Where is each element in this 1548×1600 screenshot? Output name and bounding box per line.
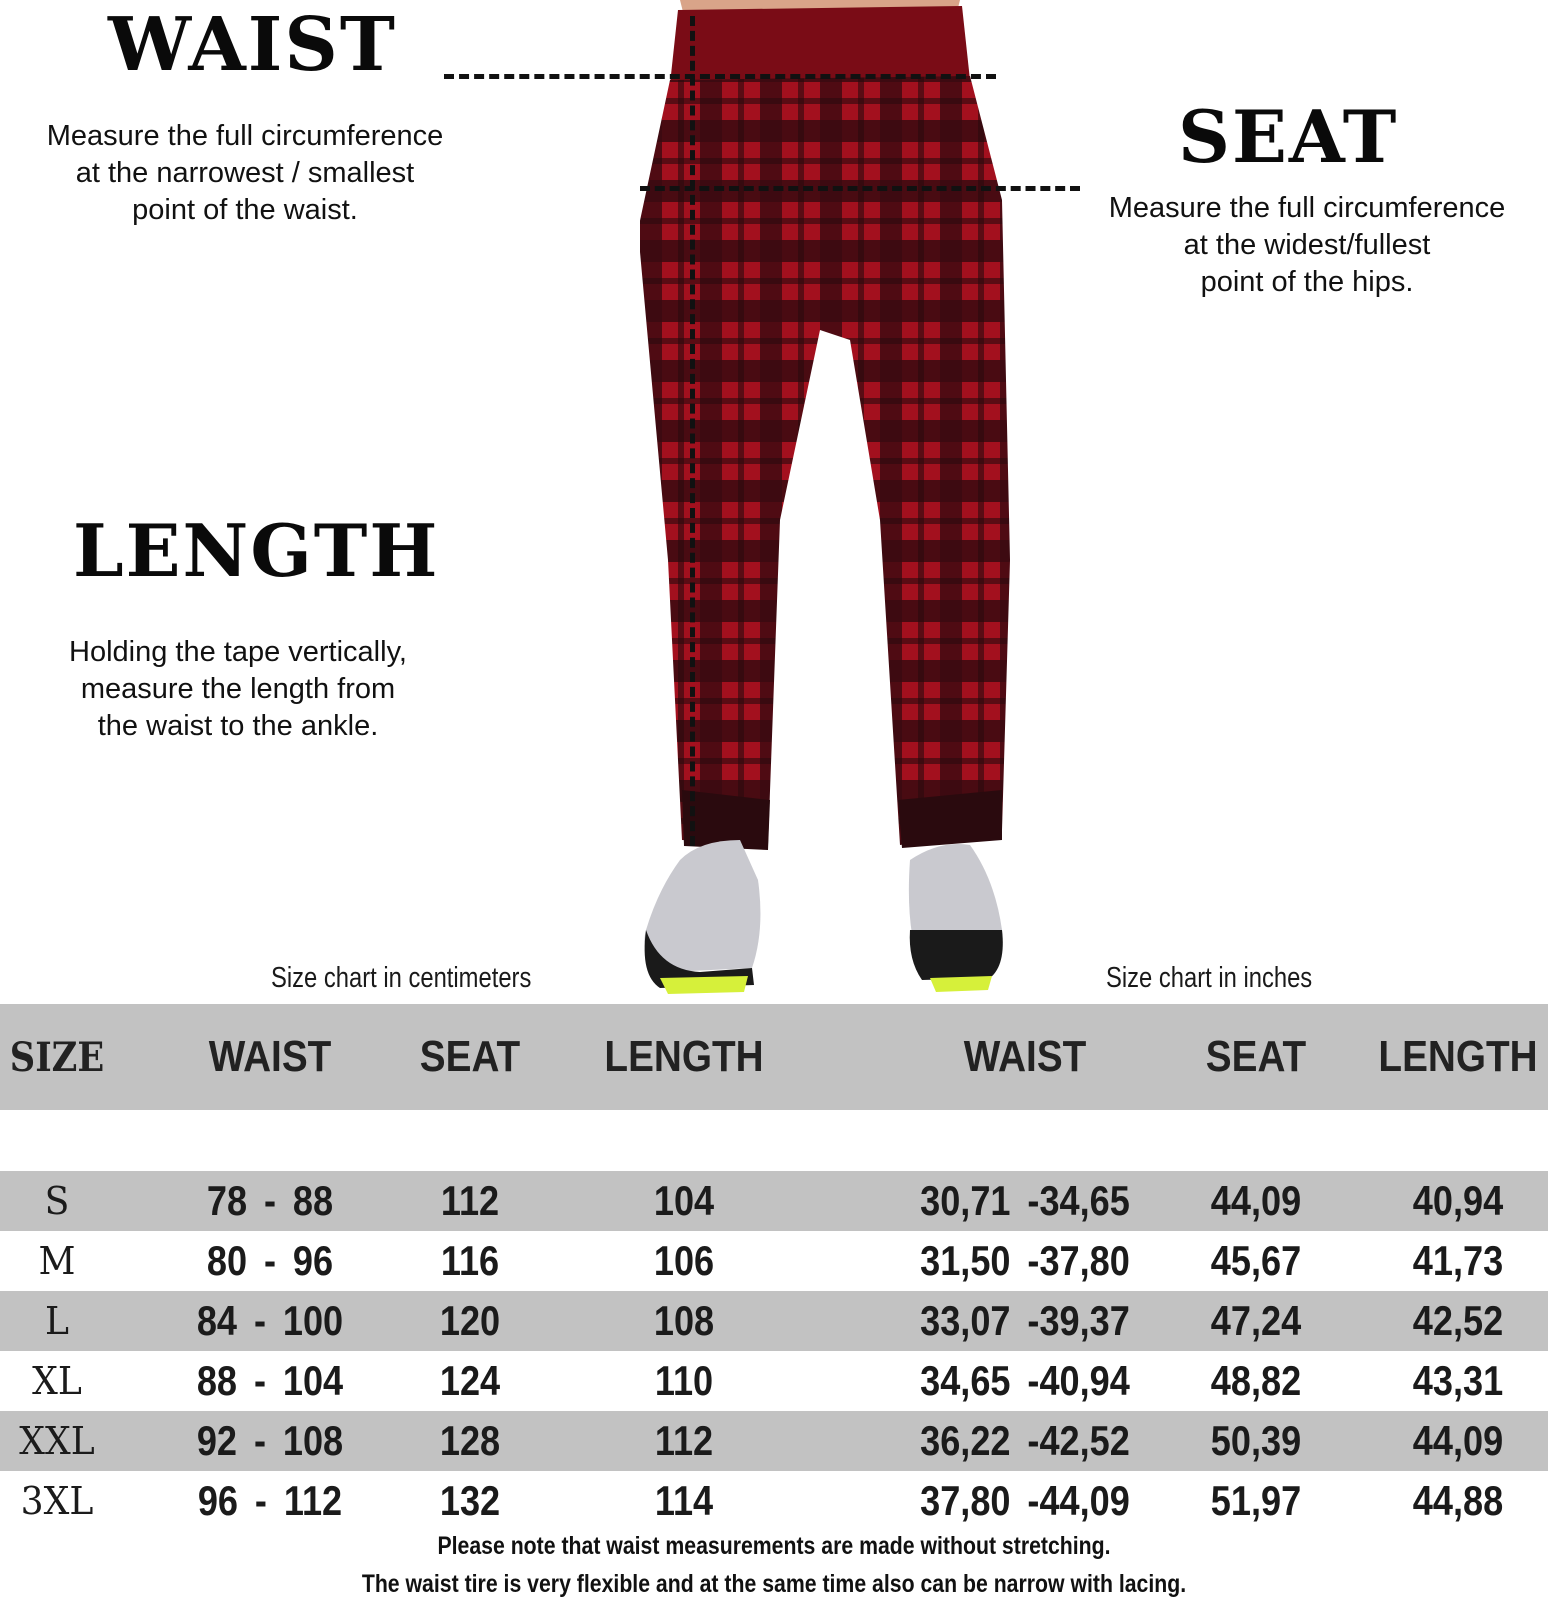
row-in-seat: 50,39 <box>1210 1417 1302 1464</box>
length-measure-line <box>690 16 695 846</box>
row-cm-seat: 128 <box>439 1417 501 1464</box>
row-in-waist: 34,65 -40,94 <box>920 1357 1130 1404</box>
waist-description <box>10 118 480 229</box>
row-cm-seat: 112 <box>440 1177 500 1224</box>
table-row <box>0 1291 1548 1351</box>
seat-heading: SEAT <box>1178 94 1399 179</box>
caption-centimeters: Size chart in centimeters <box>271 962 532 994</box>
table-header-row <box>0 1004 1548 1110</box>
row-size: M <box>38 1239 76 1283</box>
table-row <box>0 1231 1548 1291</box>
row-cm-waist: 84 - 100 <box>196 1297 344 1344</box>
row-cm-length: 106 <box>653 1237 715 1284</box>
table-row <box>0 1351 1548 1411</box>
row-in-seat: 48,82 <box>1210 1357 1302 1404</box>
plaid-pants-image <box>640 0 1040 1000</box>
length-description-line: the waist to the ankle. <box>97 710 379 742</box>
row-cm-length: 112 <box>654 1417 714 1464</box>
row-in-seat: 51,97 <box>1210 1477 1302 1524</box>
table-row <box>0 1171 1548 1231</box>
waist-description-line: point of the waist. <box>132 194 358 226</box>
seat-description-line: Measure the full circumference <box>1108 192 1506 224</box>
header-size: SIZE <box>9 1033 105 1081</box>
row-in-waist: 31,50 -37,80 <box>920 1237 1130 1284</box>
row-in-length: 43,31 <box>1412 1357 1504 1404</box>
row-in-waist: 33,07 -39,37 <box>920 1297 1130 1344</box>
length-description <box>28 634 448 745</box>
row-cm-seat: 116 <box>440 1237 500 1284</box>
row-cm-length: 114 <box>654 1477 714 1524</box>
caption-inches: Size chart in inches <box>1106 962 1313 994</box>
seat-description-line: at the widest/fullest <box>1183 229 1431 261</box>
row-in-length: 40,94 <box>1412 1177 1504 1224</box>
row-cm-waist: 92 - 108 <box>196 1417 344 1464</box>
row-size: XL <box>32 1359 82 1403</box>
waist-heading: WAIST <box>108 2 397 88</box>
row-cm-waist: 80 - 96 <box>206 1237 334 1284</box>
row-in-seat: 47,24 <box>1210 1297 1302 1344</box>
note-lacing: The waist tire is very flexible and at the same time also can be narrow with lacing. <box>361 1570 1187 1598</box>
length-description-line: Holding the tape vertically, <box>69 636 407 668</box>
row-cm-length: 108 <box>653 1297 715 1344</box>
row-in-waist: 30,71 -34,65 <box>920 1177 1130 1224</box>
waist-measure-line <box>444 74 996 79</box>
row-in-length: 42,52 <box>1412 1297 1504 1344</box>
header-in-length: LENGTH <box>1378 1032 1538 1081</box>
header-cm-seat: SEAT <box>419 1032 521 1081</box>
row-in-waist: 37,80 -44,09 <box>920 1477 1130 1524</box>
header-in-seat: SEAT <box>1205 1032 1307 1081</box>
row-cm-seat: 132 <box>439 1477 501 1524</box>
row-in-waist: 36,22 -42,52 <box>920 1417 1130 1464</box>
row-size: 3XL <box>20 1479 94 1523</box>
row-in-length: 44,09 <box>1412 1417 1504 1464</box>
note-stretching: Please note that waist measurements are made without stretching. <box>437 1532 1111 1560</box>
row-in-seat: 44,09 <box>1210 1177 1302 1224</box>
header-in-waist: WAIST <box>963 1032 1087 1081</box>
table-row <box>0 1471 1548 1531</box>
waist-description-line: Measure the full circumference <box>46 120 444 152</box>
length-heading: LENGTH <box>73 508 440 593</box>
row-in-length: 41,73 <box>1412 1237 1504 1284</box>
row-cm-waist: 96 - 112 <box>197 1477 343 1524</box>
row-cm-seat: 120 <box>439 1297 501 1344</box>
table-row <box>0 1411 1548 1471</box>
row-size: XXL <box>19 1419 95 1463</box>
row-in-length: 44,88 <box>1412 1477 1504 1524</box>
waist-description-line: at the narrowest / smallest <box>75 157 415 189</box>
row-cm-waist: 88 - 104 <box>196 1357 344 1404</box>
row-cm-length: 104 <box>653 1177 715 1224</box>
row-cm-length: 110 <box>654 1357 714 1404</box>
row-size: L <box>45 1299 69 1343</box>
row-in-seat: 45,67 <box>1210 1237 1302 1284</box>
header-cm-length: LENGTH <box>604 1032 764 1081</box>
seat-measure-line <box>640 186 1080 191</box>
row-cm-waist: 78 - 88 <box>206 1177 334 1224</box>
row-size: S <box>44 1179 70 1223</box>
length-description-line: measure the length from <box>80 673 396 705</box>
seat-description <box>1070 190 1544 301</box>
seat-description-line: point of the hips. <box>1200 266 1414 298</box>
row-cm-seat: 124 <box>439 1357 501 1404</box>
header-cm-waist: WAIST <box>208 1032 332 1081</box>
